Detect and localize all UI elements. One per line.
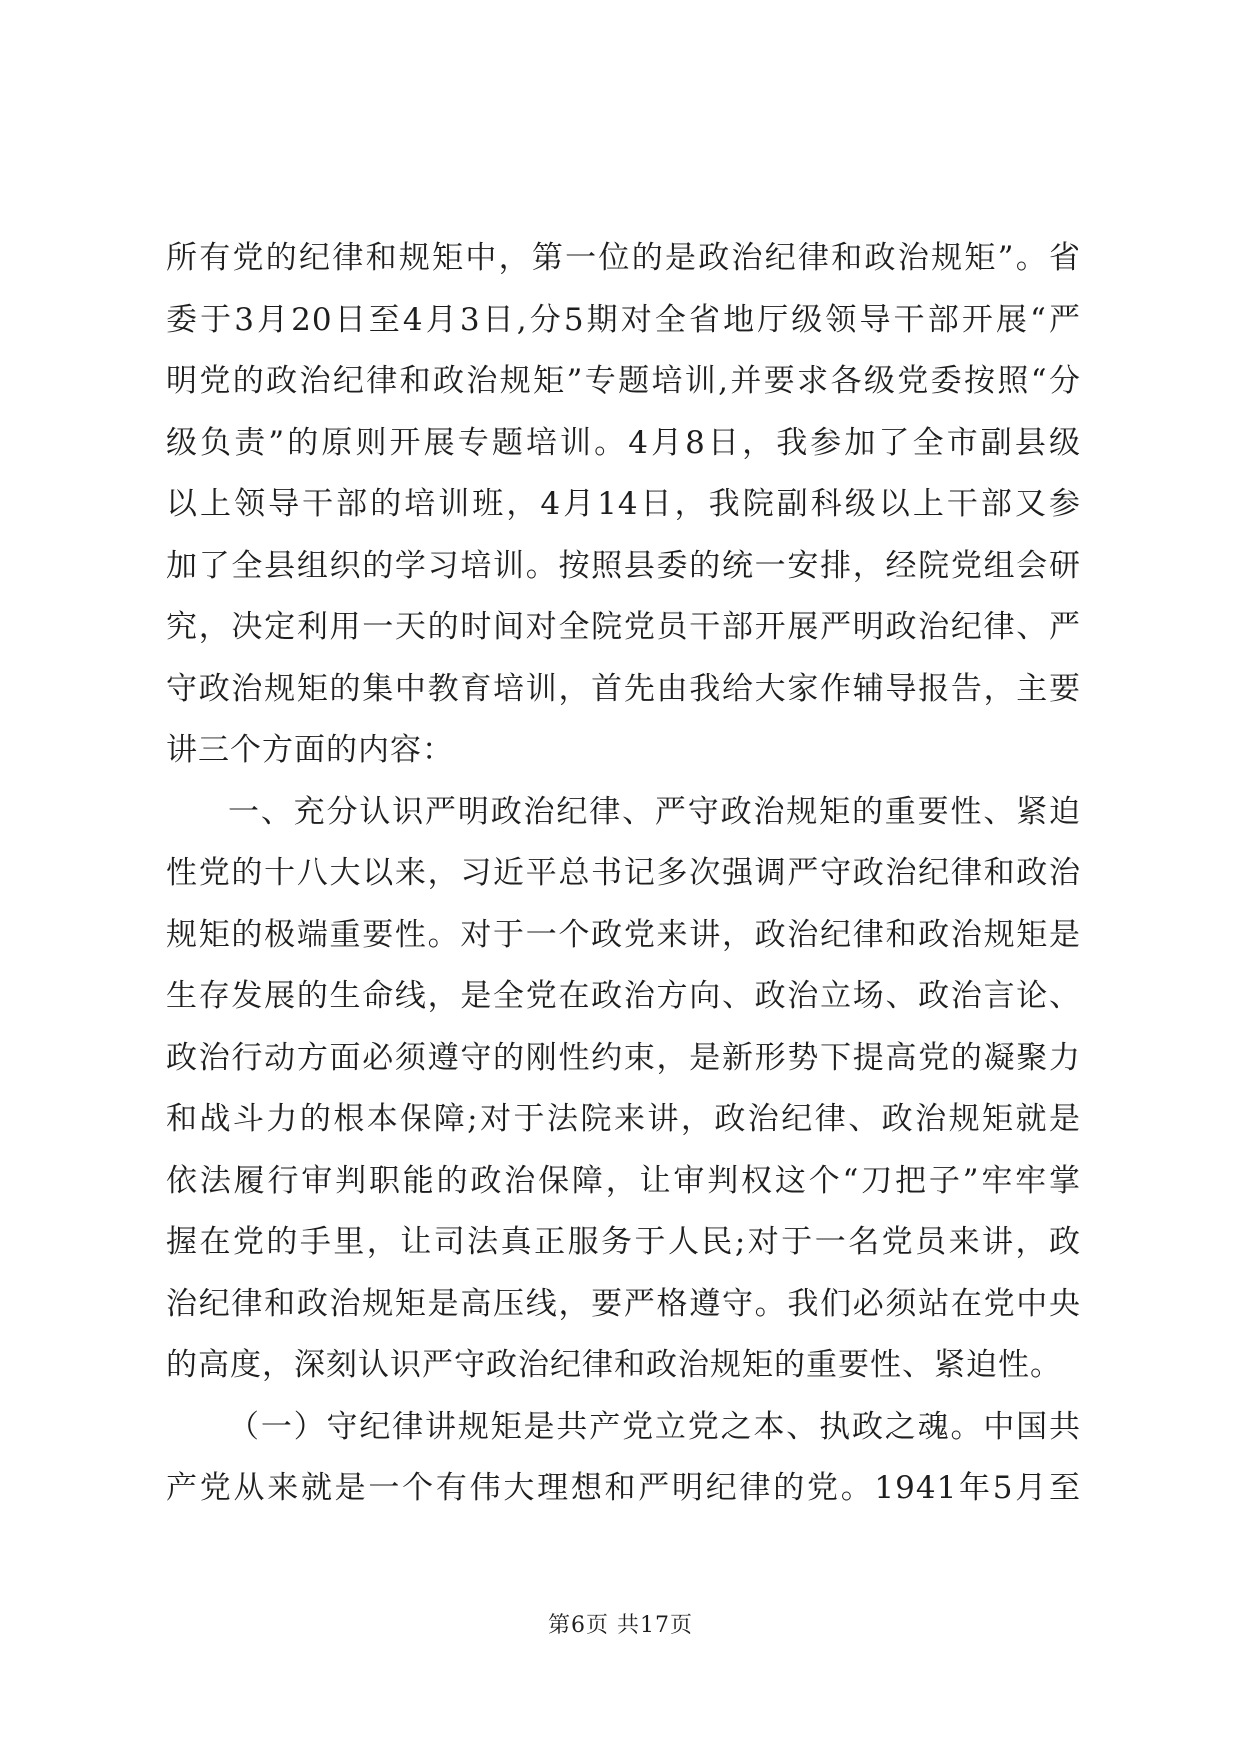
text-line: 产党从来就是一个有伟大理想和严明纪律的党。1941年5月至 [166,1470,1081,1506]
text-line: 以上领导干部的培训班，4月14日，我院副科级以上干部又参 [166,486,1081,522]
text-line: 性党的十八大以来，习近平总书记多次强调严守政治纪律和政治 [166,855,1081,891]
text-line: 所有党的纪律和规矩中，第一位的是政治纪律和政治规矩”。省 [166,240,1081,276]
text-line: 握在党的手里，让司法真正服务于人民;对于一名党员来讲，政 [166,1224,1081,1260]
text-line: 治纪律和政治规矩是高压线，要严格遵守。我们必须站在党中央 [166,1285,1081,1322]
text-line: 守政治规矩的集中教育培训，首先由我给大家作辅导报告，主要 [166,670,1081,707]
text-line: 究，决定利用一天的时间对全院党员干部开展严明政治纪律、严 [166,609,1081,645]
page-number-footer: 第6页 共17页 [548,1613,693,1638]
text-line: 讲三个方面的内容： [166,732,454,768]
text-line: 依法履行审判职能的政治保障，让审判权这个“刀把子”牢牢掌 [166,1162,1081,1199]
section-heading-line: 一、充分认识严明政治纪律、严守政治规矩的重要性、紧迫 [228,793,1081,830]
subsection-heading-line: （一）守纪律讲规矩是共产党立党之本、执政之魂。中国共 [228,1408,1081,1445]
text-line: 和战斗力的根本保障;对于法院来讲，政治纪律、政治规矩就是 [166,1101,1081,1137]
text-line: 政治行动方面必须遵守的刚性约束，是新形势下提高党的凝聚力 [166,1039,1081,1076]
text-line: 级负责”的原则开展专题培训。4月8日，我参加了全市副县级 [166,424,1081,461]
text-line: 生存发展的生命线，是全党在政治方向、政治立场、政治言论、 [166,978,1081,1014]
text-line: 委于3月20日至4月3日,分5期对全省地厅级领导干部开展“严 [166,301,1081,338]
text-line: 的高度，深刻认识严守政治纪律和政治规矩的重要性、紧迫性。 [166,1347,1062,1383]
text-line: 加了全县组织的学习培训。按照县委的统一安排，经院党组会研 [166,547,1081,584]
document-body [166,228,1081,1520]
text-line: 规矩的极端重要性。对于一个政党来讲，政治纪律和政治规矩是 [166,916,1081,953]
text-line: 明党的政治纪律和政治规矩”专题培训,并要求各级党委按照“分 [166,363,1081,399]
